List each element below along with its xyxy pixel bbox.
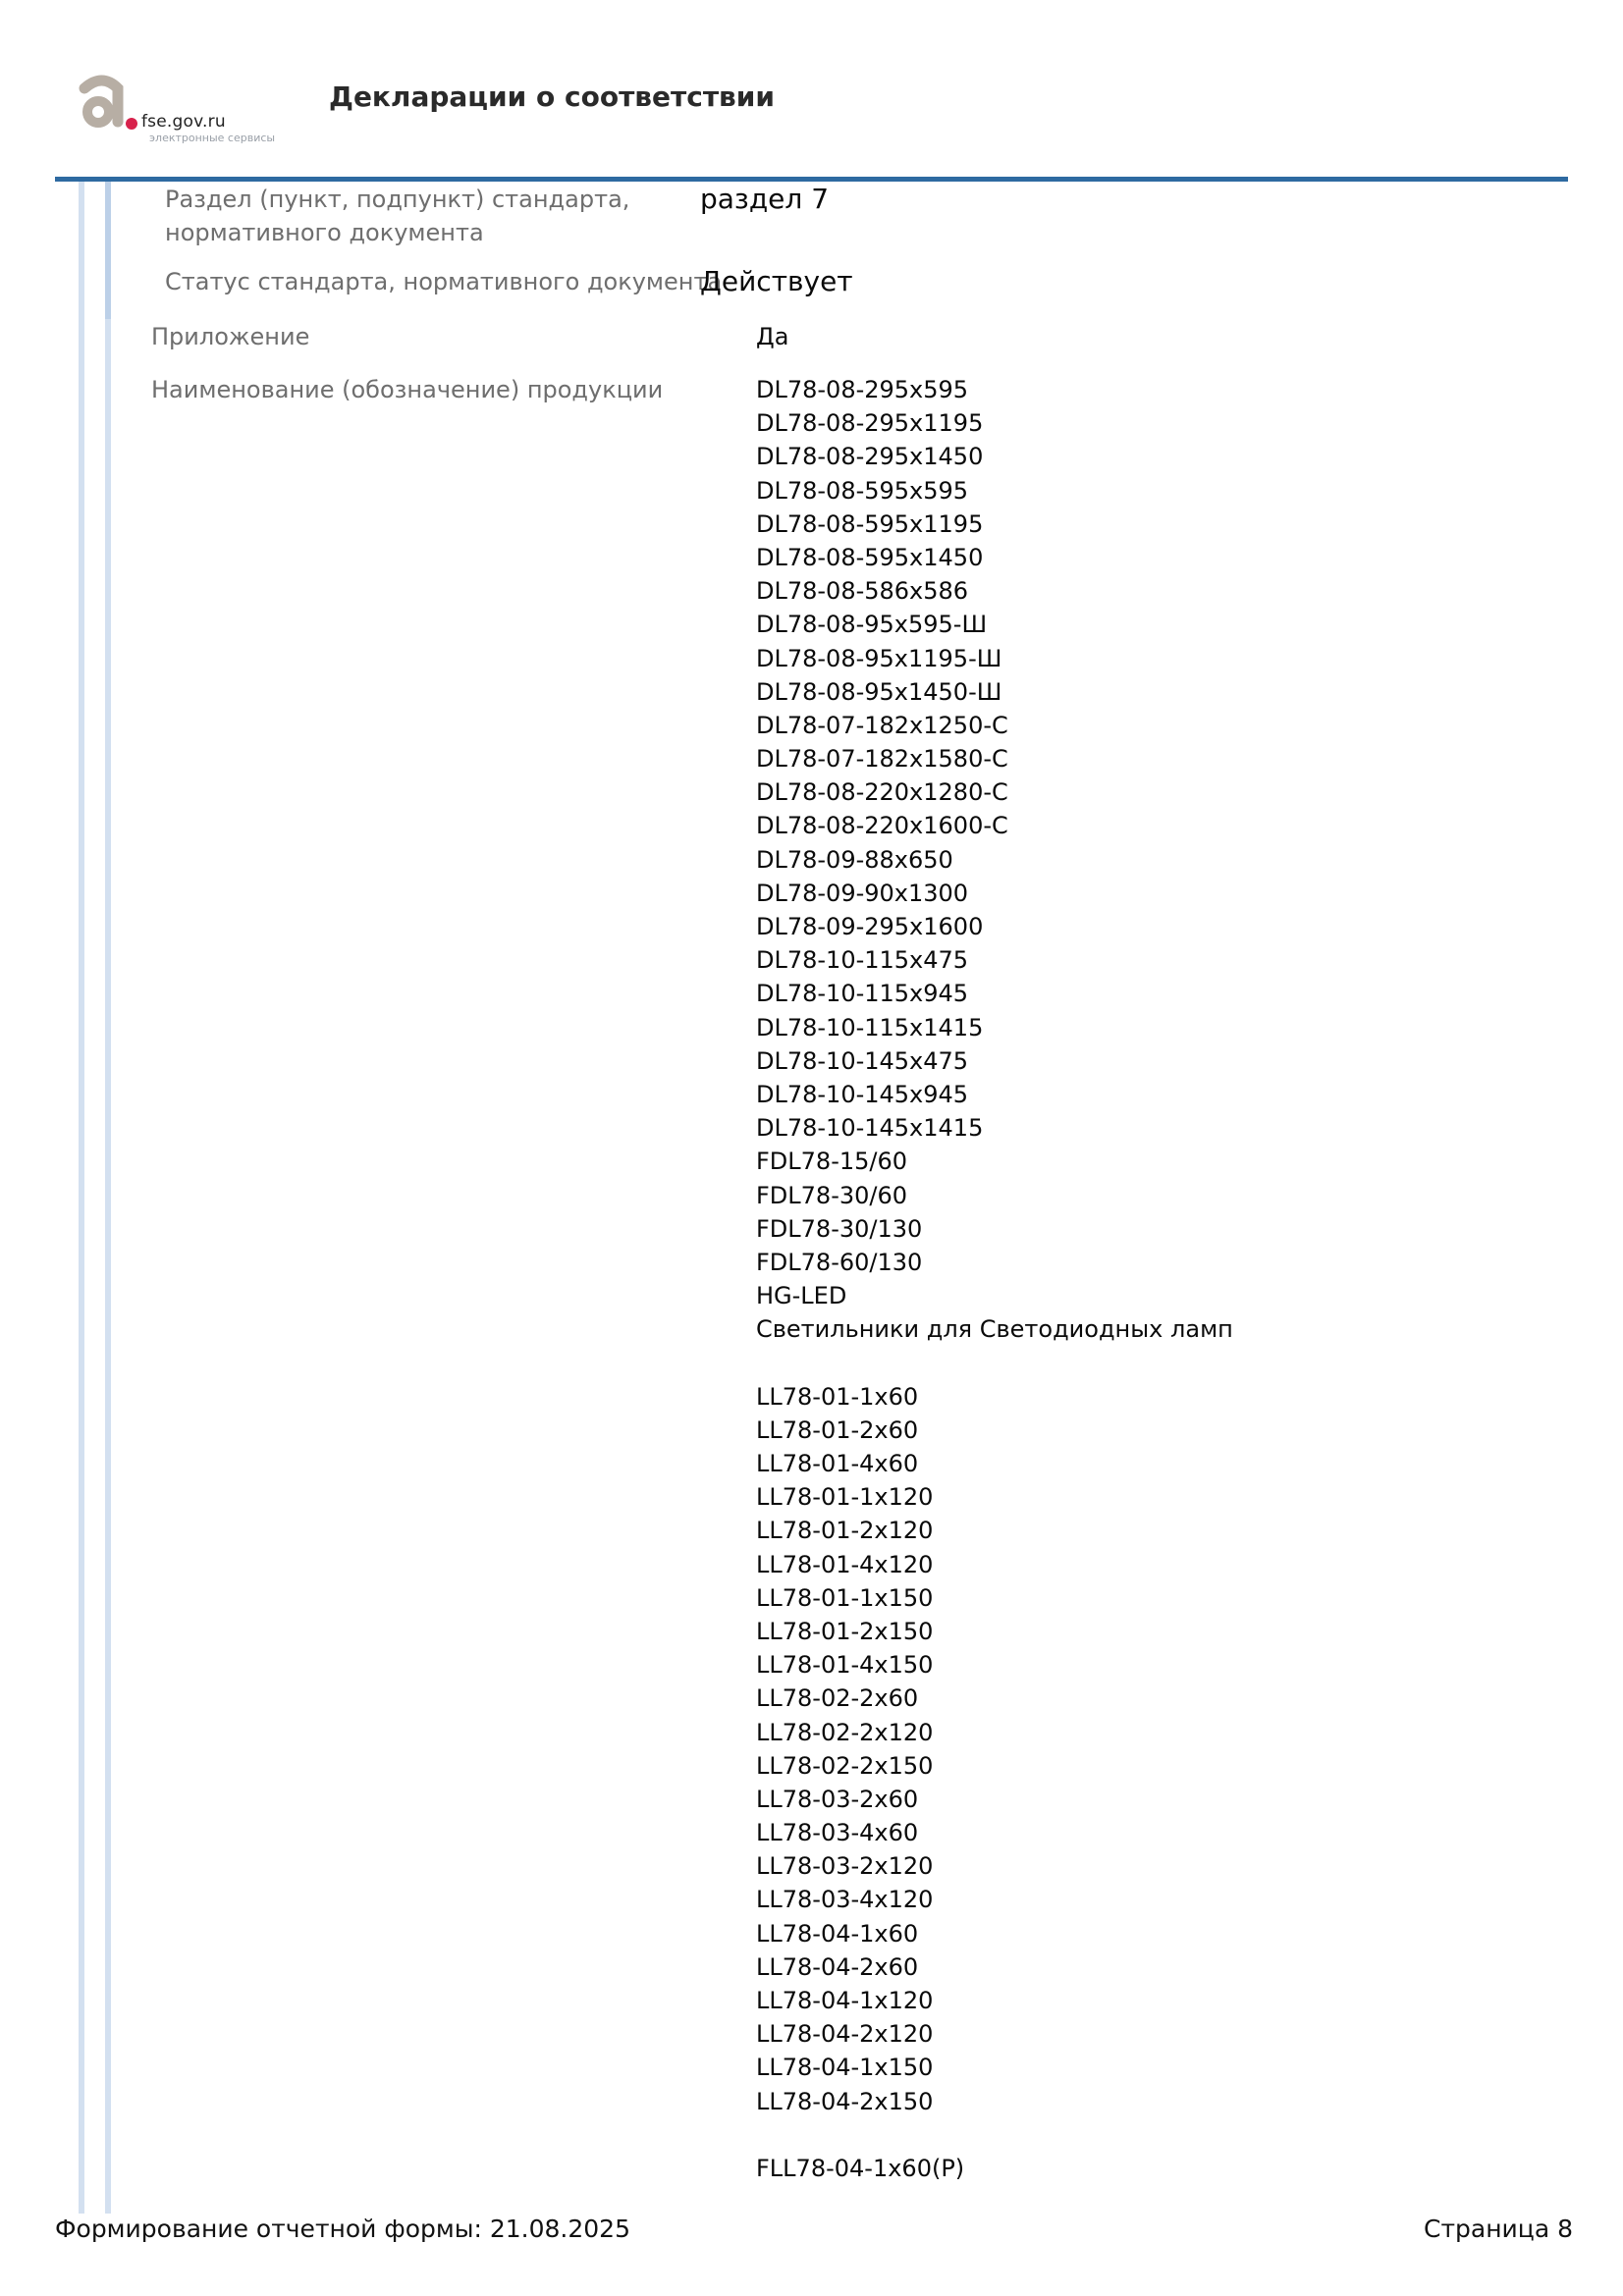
list-item: LL78-04-1x60 (756, 1919, 919, 1948)
list-item: DL78-10-115x945 (756, 980, 969, 1008)
list-item: DL78-08-220x1600-С (756, 812, 1008, 840)
list-item: FDL78-30/130 (756, 1214, 923, 1243)
list-item: DL78-08-586x586 (756, 577, 969, 606)
header-divider (55, 177, 1568, 182)
list-item: LL78-04-1x120 (756, 1987, 934, 2014)
page-title: Декларации о соответствии (329, 80, 776, 113)
list-item: DL78-08-595x1195 (756, 509, 984, 538)
list-item: FDL78-60/130 (756, 1248, 923, 1276)
product-list (756, 373, 1233, 2185)
list-item: LL78-01-4x60 (756, 1450, 919, 1477)
list-item: DL78-08-595x595 (756, 476, 969, 505)
list-spacer (756, 2118, 1233, 2152)
list-item: DL78-09-90x1300 (756, 879, 969, 907)
logo-subtitle: электронные сервисы (149, 132, 276, 144)
list-item: LL78-02-2x60 (756, 1684, 919, 1713)
list-item: LL78-01-1x150 (756, 1583, 934, 1612)
section-label: Раздел (пункт, подпункт) стандарта, нормативного документа (165, 186, 630, 246)
list-item: DL78-08-95x595-Ш (756, 611, 988, 639)
logo-dot (126, 118, 137, 130)
fse-logo[interactable] (75, 75, 276, 153)
list-item: Светильники для Светодиодных ламп (756, 1315, 1233, 1344)
products-label: Наименование (обозначение) продукции (151, 376, 664, 403)
list-item: LL78-04-2x60 (756, 1952, 919, 1981)
list-item: DL78-08-295x595 (756, 376, 969, 403)
list-item: FDL78-15/60 (756, 1148, 908, 1176)
section-value: раздел 7 (700, 183, 830, 215)
list-item: DL78-08-95x1450-Ш (756, 677, 1002, 706)
list-item: LL78-01-1x60 (756, 1382, 919, 1411)
list-item: DL78-08-595x1450 (756, 543, 984, 571)
list-item: DL78-10-145x1415 (756, 1114, 984, 1143)
list-item: LL78-01-4x120 (756, 1550, 934, 1578)
report-generated-date: Формирование отчетной формы: 21.08.2025 (55, 2215, 630, 2243)
appendix-label: Приложение (151, 323, 310, 350)
list-item: DL78-10-115x1415 (756, 1013, 984, 1041)
list-item: LL78-03-2x60 (756, 1785, 919, 1813)
list-item: DL78-08-295x1450 (756, 443, 984, 471)
list-item: DL78-08-220x1280-С (756, 778, 1008, 807)
list-item: LL78-04-2x150 (756, 2087, 934, 2115)
list-item: LL78-01-2x150 (756, 1617, 934, 1645)
list-item: LL78-03-4x120 (756, 1886, 934, 1914)
logo-domain: fse.gov.ru (141, 112, 226, 132)
list-item: DL78-10-145x945 (756, 1080, 969, 1108)
list-item: DL78-08-295x1195 (756, 409, 984, 438)
fse-logo-icon (75, 75, 130, 133)
status-value: Действует (700, 265, 853, 297)
list-item: LL78-01-2x60 (756, 1415, 919, 1444)
list-item: DL78-09-88x650 (756, 845, 953, 874)
list-item: LL78-01-2x120 (756, 1517, 934, 1545)
page-number: Страница 8 (1424, 2215, 1573, 2243)
list-item: LL78-02-2x150 (756, 1751, 934, 1780)
list-item: LL78-04-2x120 (756, 2020, 934, 2049)
list-item: LL78-01-4x150 (756, 1651, 934, 1680)
guide-line-inner-accent (105, 182, 111, 319)
list-item: DL78-10-115x475 (756, 946, 969, 975)
list-item: LL78-01-1x120 (756, 1483, 934, 1512)
list-item: DL78-09-295x1600 (756, 913, 984, 940)
list-item: LL78-04-1x150 (756, 2054, 934, 2082)
guide-line-outer (79, 182, 84, 2214)
guide-line-inner (105, 182, 111, 2214)
list-item: DL78-08-95x1195-Ш (756, 644, 1002, 672)
list-item: LL78-03-4x60 (756, 1819, 919, 1847)
status-label: Статус стандарта, нормативного документа (165, 268, 723, 295)
list-item: HG-LED (756, 1282, 847, 1310)
list-item: FDL78-30/60 (756, 1181, 908, 1209)
list-item: DL78-07-182x1580-С (756, 745, 1008, 774)
list-item: LL78-02-2x120 (756, 1718, 934, 1746)
list-item: DL78-10-145x475 (756, 1046, 969, 1075)
appendix-value: Да (756, 323, 789, 350)
list-spacer (756, 1346, 1233, 1379)
list-item: DL78-07-182x1250-С (756, 711, 1008, 739)
list-item: LL78-03-2x120 (756, 1852, 934, 1881)
list-item: FLL78-04-1x60(P) (756, 2154, 965, 2182)
